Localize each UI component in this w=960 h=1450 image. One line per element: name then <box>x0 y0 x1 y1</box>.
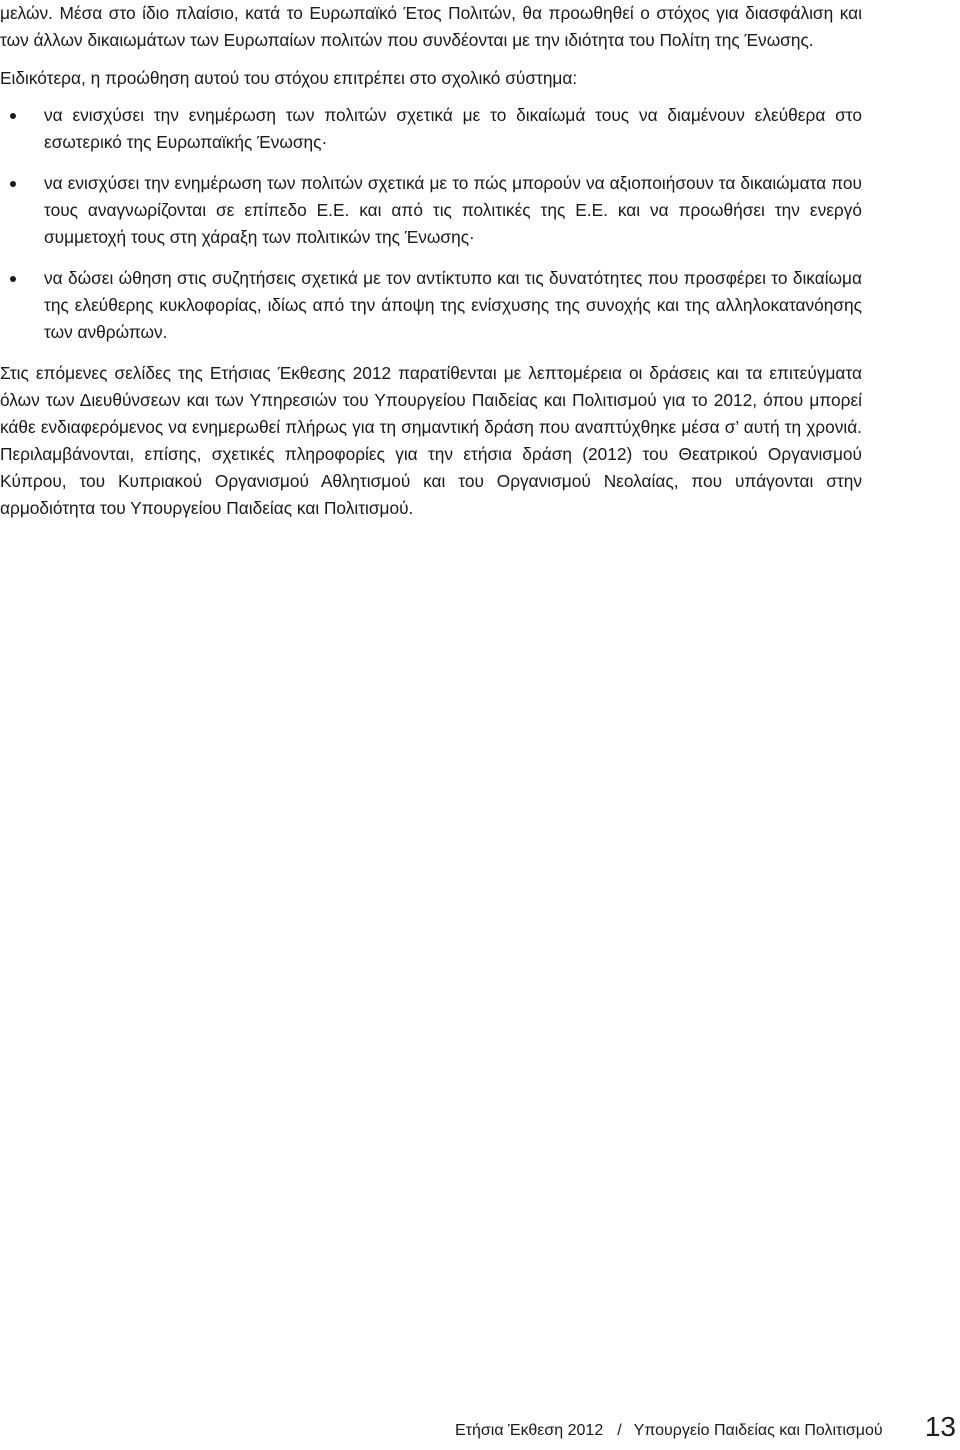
closing-paragraph: Στις επόμενες σελίδες της Ετήσιας Έκθεσης 2012 παρατίθενται με λεπτομέρεια οι δράσεις και τα επιτεύγματα όλων των Διευθύνσεων και των Υπηρεσιών του Υπουργείου Παιδείας και Πολιτισμού για το 2012, όπου μπορεί κάθε ενδιαφερόμενος να ενημερωθεί πλήρως για τη σημαντική δράση που αναπτύχθηκε μέσα σ’ αυτή τη χρονιά. Περιλαμβάνονται, επίσης, σχετικές πληροφορίες για την ετήσια δράση (2012) του Θεατρικού Οργανισμού Κύπρου, του Κυπριακού Οργανισμού Αθλητισμού και του Οργανισμού Νεολαίας, που υπάγονται στην αρμοδιότητα του Υπουργείου Παιδείας και Πολιτισμού. <box>0 363 862 518</box>
bullet-icon <box>10 113 16 119</box>
footer-separator: / <box>617 1422 622 1439</box>
bullet-item <box>0 170 862 251</box>
bullet-list <box>0 102 862 346</box>
bullet-text: να δώσει ώθηση στις συζητήσεις σχετικά με τον αντίκτυπο και τις δυνατότητες που προσφέρει το δικαίωμα της ελεύθερης κυκλοφορίας, ιδίως από την άποψη της ενίσχυσης της συνοχής και της αλληλοκατανόησης των ανθρώπων. <box>44 268 862 342</box>
page-footer <box>455 1421 883 1441</box>
footer-ministry: Υπουργείο Παιδείας και Πολιτισμού <box>633 1422 883 1439</box>
footer-report-title: Ετήσια Έκθεση 2012 <box>455 1422 604 1439</box>
bullet-item <box>0 102 862 156</box>
body-text <box>0 0 862 522</box>
lead-in-paragraph: Ειδικότερα, η προώθηση αυτού του στόχου επιτρέπει στο σχολικό σύστημα: <box>0 68 578 88</box>
intro-paragraph: μελών. Μέσα στο ίδιο πλαίσιο, κατά το Ευρωπαϊκό Έτος Πολιτών, θα προωθηθεί ο στόχος για διασφάλιση και των άλλων δικαιωμάτων των Ευρωπαίων πολιτών που συνδέονται με την ιδιότητα του Πολίτη της Ένωσης. <box>0 3 862 50</box>
bullet-item <box>0 265 862 346</box>
page-number: 13 <box>924 1411 956 1442</box>
bullet-text: να ενισχύσει την ενημέρωση των πολιτών σχετικά με το πώς μπορούν να αξιοποιήσουν τα δικαιώματα που τους αναγνωρίζονται σε επίπεδο Ε.Ε. και από τις πολιτικές της Ε.Ε. και να προωθήσει την ενεργό συμμετοχή τους στη χάραξη των πολιτικών της Ένωσης· <box>44 173 862 247</box>
bullet-icon <box>10 276 16 282</box>
bullet-text: να ενισχύσει την ενημέρωση των πολιτών σχετικά με το δικαίωμά τους να διαμένουν ελεύθερα στο εσωτερικό της Ευρωπαϊκής Ένωσης· <box>44 105 862 152</box>
bullet-icon <box>10 181 16 187</box>
